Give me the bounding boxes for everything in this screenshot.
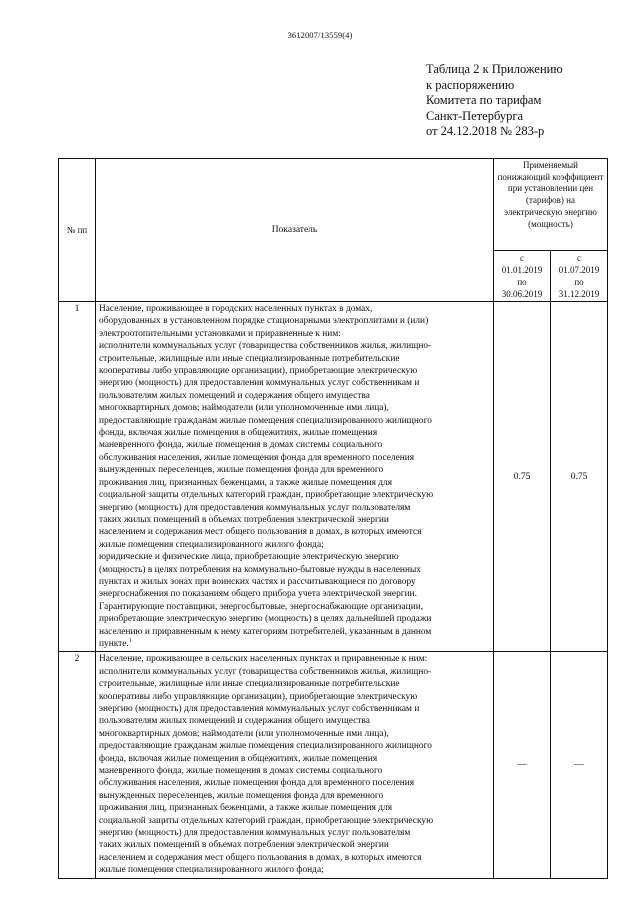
text-line: вынужденных переселенцев, жилые помещения фонда для временного xyxy=(99,465,384,476)
document-number: 3612007/13559(4) xyxy=(287,30,353,40)
text-line: предоставляющие гражданам жилые помещения специализированного жилищного xyxy=(99,415,432,426)
text-line: исполнители коммунальных услуг (товарищества собственников жилья, жилищно- xyxy=(99,666,432,677)
text-line: (мощность) в целях потребления на коммунально-бытовые нужды в населенных xyxy=(99,564,421,575)
text-line: энергию (мощность) для предоставления коммунальных услуг собственникам и xyxy=(99,378,420,389)
approval-line: Комитета по тарифам xyxy=(426,93,542,107)
text-line: социальной защиты отдельных категорий граждан, приобретающие электрическую xyxy=(99,490,434,501)
text-line: энергоснабжения по показаниям общего прибора учета электрической энергии. xyxy=(99,589,417,600)
text-line: пунктах и жилых зонах при воинских частях и рассчитывающиеся по договору xyxy=(99,576,416,587)
text-line: таких жилых помещений в объемах потребления электрической энергии xyxy=(99,514,389,525)
text-line: оборудованных в установленном порядке стационарными электроплитами и (или) xyxy=(99,316,429,327)
row-1-value-2: 0.75 xyxy=(551,302,608,652)
text-line: Население, проживающее в сельских населенных пунктах и приравненные к ним: xyxy=(99,654,428,665)
text-line: населением и содержания мест общего пользования в домах, в которых имеются xyxy=(99,852,422,863)
row-2-text xyxy=(96,652,494,878)
text-line: кооперативы либо управляющие организации), приобретающие электрическую xyxy=(99,366,418,377)
coefficient-table xyxy=(58,158,608,879)
text-line: обслуживания населения, жилые помещения фонда для временного поселения xyxy=(99,778,415,789)
text-line: проживания лиц, признанных беженцами, а также жилые помещения для xyxy=(99,477,393,488)
text-line: населением и содержания мест общего пользования в домах, в которых имеются xyxy=(99,527,422,538)
text-line: жилые помещения специализированного жилого фонда; xyxy=(99,539,324,550)
header-period-2: с 01.07.2019 по 31.12.2019 xyxy=(551,251,608,302)
text-line: проживания лиц, признанных беженцами, а также жилые помещения для xyxy=(99,803,393,814)
row-2-value-1: — xyxy=(494,652,551,878)
text-line: многоквартирных домов; наймодатели (или уполномоченные ими лица), xyxy=(99,728,389,739)
approval-line: к распоряжению xyxy=(426,77,515,92)
text-line: вынужденных переселенцев, жилые помещения фонда для временного xyxy=(99,790,384,801)
text-line: энергию (мощность) для предоставления коммунальных услуг собственникам и xyxy=(99,704,420,714)
row-1-value-1: 0.75 xyxy=(494,302,551,652)
text-line: фонда, включая жилые помещения в общежитиях, жилые помещения xyxy=(99,428,378,439)
text-line: населению и приравненным к нему категориям потребителей, указанным в данном xyxy=(99,626,432,637)
text-line: строительные, жилищные или иные специализированные потребительские xyxy=(99,353,400,364)
header-period-1: с 01.01.2019 по 30.06.2019 xyxy=(494,251,551,302)
text-line: многоквартирных домов; наймодатели (или уполномоченные ими лица), xyxy=(99,403,389,414)
header-num: № пп xyxy=(59,159,96,302)
approval-line: от 24.12.2018 № 283-р xyxy=(426,124,545,138)
footnote-marker: 1 xyxy=(128,637,132,644)
header-indicator: Показатель xyxy=(96,159,494,302)
table-row xyxy=(59,652,608,878)
text-line: маневренного фонда, жилые помещения в домах системы социального xyxy=(99,440,383,451)
text-line: Гарантирующие поставщики, энергосбытовые, энергоснабжающие организации, xyxy=(99,601,424,612)
text-line: приобретающие электрическую энергию (мощность) в целях дальнейшей продажи xyxy=(99,614,432,625)
approval-line: Санкт-Петербурга xyxy=(426,108,524,123)
text-line: исполнители коммунальных услуг (товарищества собственников жилья, жилищно- xyxy=(99,341,432,352)
text-line: юридические и физические лица, приобретающие электрическую энергию xyxy=(99,552,399,563)
row-1-text xyxy=(96,302,494,652)
text-line: пользователям жилых помещений и содержания общего имущества xyxy=(99,716,370,727)
text-line: таких жилых помещений в объемах потребления электрической энергии xyxy=(99,840,389,851)
approval-block xyxy=(426,62,626,140)
text-line: жилые помещения специализированного жилого фонда; xyxy=(99,865,324,876)
text-line: Население, проживающее в городских населенных пунктах в домах, xyxy=(99,304,373,314)
row-2-value-2: — xyxy=(551,652,608,878)
text-line: строительные, жилищные или иные специализированные потребительские xyxy=(99,679,400,690)
text-line: кооперативы либо управляющие организации), приобретающие электрическую xyxy=(99,691,418,702)
row-number: 2 xyxy=(59,652,96,878)
text-line: маневренного фонда, жилые помещения в домах системы социального xyxy=(99,766,383,777)
text-line: электроотопительными установками и приравненные к ним: xyxy=(99,328,341,339)
text-line: социальной защиты отдельных категорий граждан, приобретающие электрическую xyxy=(99,815,434,826)
header-coefficient: Применяемый понижающий коэффициент при установлении цен (тарифов) на электрическую энергию (мощность) xyxy=(494,159,608,251)
row-number: 1 xyxy=(59,302,96,652)
text-line: предоставляющие гражданам жилые помещения специализированного жилищного xyxy=(99,741,432,752)
approval-line: Таблица 2 к Приложению xyxy=(426,62,563,76)
text-line: обслуживания населения, жилые помещения фонда для временного поселения xyxy=(99,452,415,463)
text-line: энергию (мощность) для предоставления коммунальных услуг пользователям xyxy=(99,502,411,513)
text-line: пользователям жилых помещений и содержания общего имущества xyxy=(99,390,370,401)
table-row xyxy=(59,302,608,652)
text-line: фонда, включая жилые помещения в общежитиях, жилые помещения xyxy=(99,753,378,764)
text-line: энергию (мощность) для предоставления коммунальных услуг пользователям xyxy=(99,828,411,839)
text-line: пункте.$^1$ xyxy=(99,637,132,649)
